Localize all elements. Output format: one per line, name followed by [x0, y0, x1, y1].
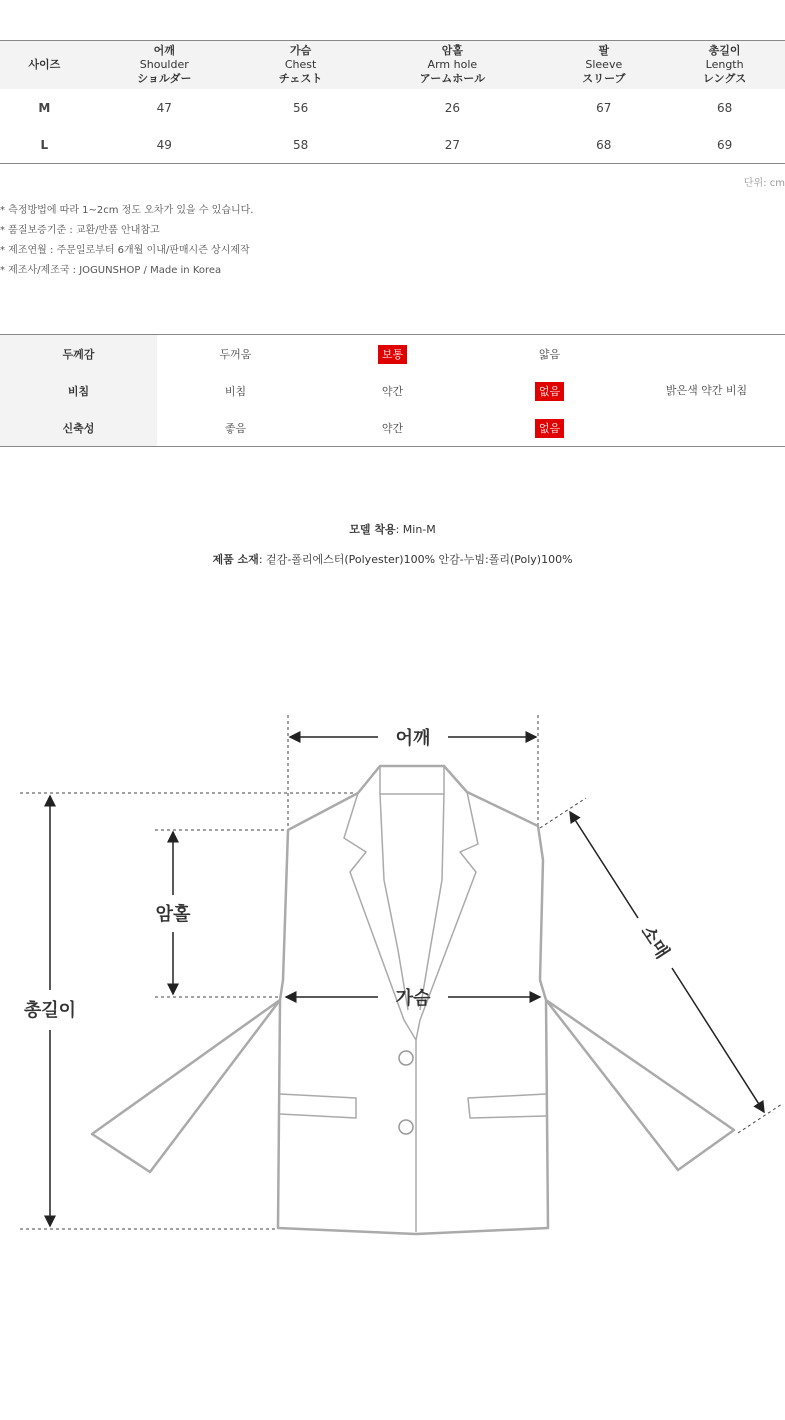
feel-option: [157, 409, 314, 447]
feel-option-selected: [471, 409, 628, 447]
feel-option-text: 두꺼움: [219, 347, 252, 361]
feel-option-text: 좋음: [224, 421, 247, 435]
note-item: * 제조사/제조국 : JOGUNSHOP / Made in Korea: [0, 265, 222, 276]
size-value: 69: [664, 126, 785, 164]
label-sleeve: 소매: [636, 921, 673, 963]
unit-label: 단위: cm: [743, 178, 785, 189]
measure-arrows: [50, 737, 764, 1226]
header-sleeve-ko: 팔: [598, 44, 610, 57]
feel-option: [314, 372, 471, 409]
feel-option: [628, 372, 785, 409]
feel-option-text: 없음: [535, 419, 564, 438]
header-armhole: [361, 41, 543, 90]
size-value: 26: [444, 100, 460, 115]
feel-option-text: 약간: [381, 384, 404, 398]
label-shoulder: 어깨: [395, 728, 431, 749]
button-icon: [399, 1051, 413, 1065]
note-item: * 측정방법에 따라 1~2cm 정도 오차가 있을 수 있습니다.: [0, 205, 254, 216]
feel-option-text: 비침: [224, 384, 247, 398]
label-chest: 가슴: [395, 988, 431, 1009]
feel-option: [314, 409, 471, 447]
feel-table: [0, 334, 785, 447]
feel-option-text: 보통: [378, 345, 407, 364]
header-length: [664, 41, 785, 90]
note-item: * 제조연월 : 주문일로부터 6개월 이내/판매시즌 상시제작: [0, 245, 250, 256]
size-table: [0, 40, 785, 164]
size-label: M: [38, 100, 51, 115]
feel-option-text: 없음: [535, 382, 564, 401]
header-size-ko: 사이즈: [28, 58, 61, 71]
header-chest: [240, 41, 361, 90]
header-shoulder: [89, 41, 240, 90]
feel-label: 비침: [0, 372, 157, 409]
feel-option: [628, 335, 785, 372]
header-chest-jp: チェスト: [278, 72, 323, 85]
feel-row-stretch: [0, 409, 785, 447]
feel-option: [157, 372, 314, 409]
jacket-diagram: [0, 700, 785, 1260]
size-value: 27: [361, 126, 543, 164]
model-value: : Min-M: [395, 523, 436, 536]
material-info: [0, 551, 785, 567]
header-sleeve: [543, 41, 664, 90]
size-value: 58: [240, 126, 361, 164]
label-length: 총길이: [23, 1000, 77, 1021]
header-sleeve-jp: スリーブ: [582, 72, 626, 85]
size-row-l: [0, 126, 785, 164]
note-item: * 품질보증기준 : 교환/반품 안내참고: [0, 225, 160, 236]
feel-row-thickness: [0, 335, 785, 372]
header-armhole-jp: アームホール: [419, 72, 486, 85]
size-value: 67: [596, 100, 612, 115]
header-shoulder-jp: ショルダー: [137, 72, 192, 85]
header-sleeve-en: Sleeve: [585, 58, 623, 71]
header-shoulder-ko: 어깨: [153, 44, 175, 57]
feel-row-sheerness: [0, 372, 785, 409]
size-row-m: [0, 89, 785, 126]
header-size: [0, 41, 89, 90]
header-chest-en: Chest: [284, 58, 317, 71]
header-length-ko: 총길이: [708, 44, 741, 57]
size-label: L: [0, 126, 89, 164]
size-value: 68: [716, 100, 733, 115]
feel-option: [628, 409, 785, 447]
feel-option-text: 밝은색 약간 비침: [665, 384, 748, 397]
feel-option-selected: [471, 372, 628, 409]
header-armhole-ko: 암홀: [441, 44, 463, 57]
feel-label: 두께감: [0, 335, 157, 372]
size-value: 56: [292, 100, 309, 115]
feel-option: [157, 335, 314, 372]
size-value: 68: [543, 126, 664, 164]
button-icon: [399, 1120, 413, 1134]
header-shoulder-en: Shoulder: [139, 58, 189, 71]
header-length-en: Length: [705, 58, 744, 71]
size-value: 47: [156, 100, 172, 115]
header-armhole-en: Arm hole: [427, 58, 478, 71]
model-info: [0, 521, 785, 537]
header-chest-ko: 가슴: [289, 44, 312, 57]
feel-label: 신축성: [0, 409, 157, 447]
notes: [0, 201, 254, 281]
size-value: 49: [89, 126, 240, 164]
material-label: 제품 소재: [212, 553, 259, 566]
feel-option-text: 얇음: [538, 347, 561, 361]
feel-option-text: 약간: [381, 421, 404, 435]
feel-option-selected: [314, 335, 471, 372]
material-value: : 겉감-폴리에스터(Polyester)100% 안감-누빔:폴리(Poly)100%: [258, 553, 573, 566]
header-length-jp: レングス: [702, 72, 747, 85]
label-armhole: 암홀: [155, 904, 191, 925]
size-table-header: [0, 41, 785, 90]
feel-option: [471, 335, 628, 372]
model-label: 모델 착용: [349, 523, 396, 536]
